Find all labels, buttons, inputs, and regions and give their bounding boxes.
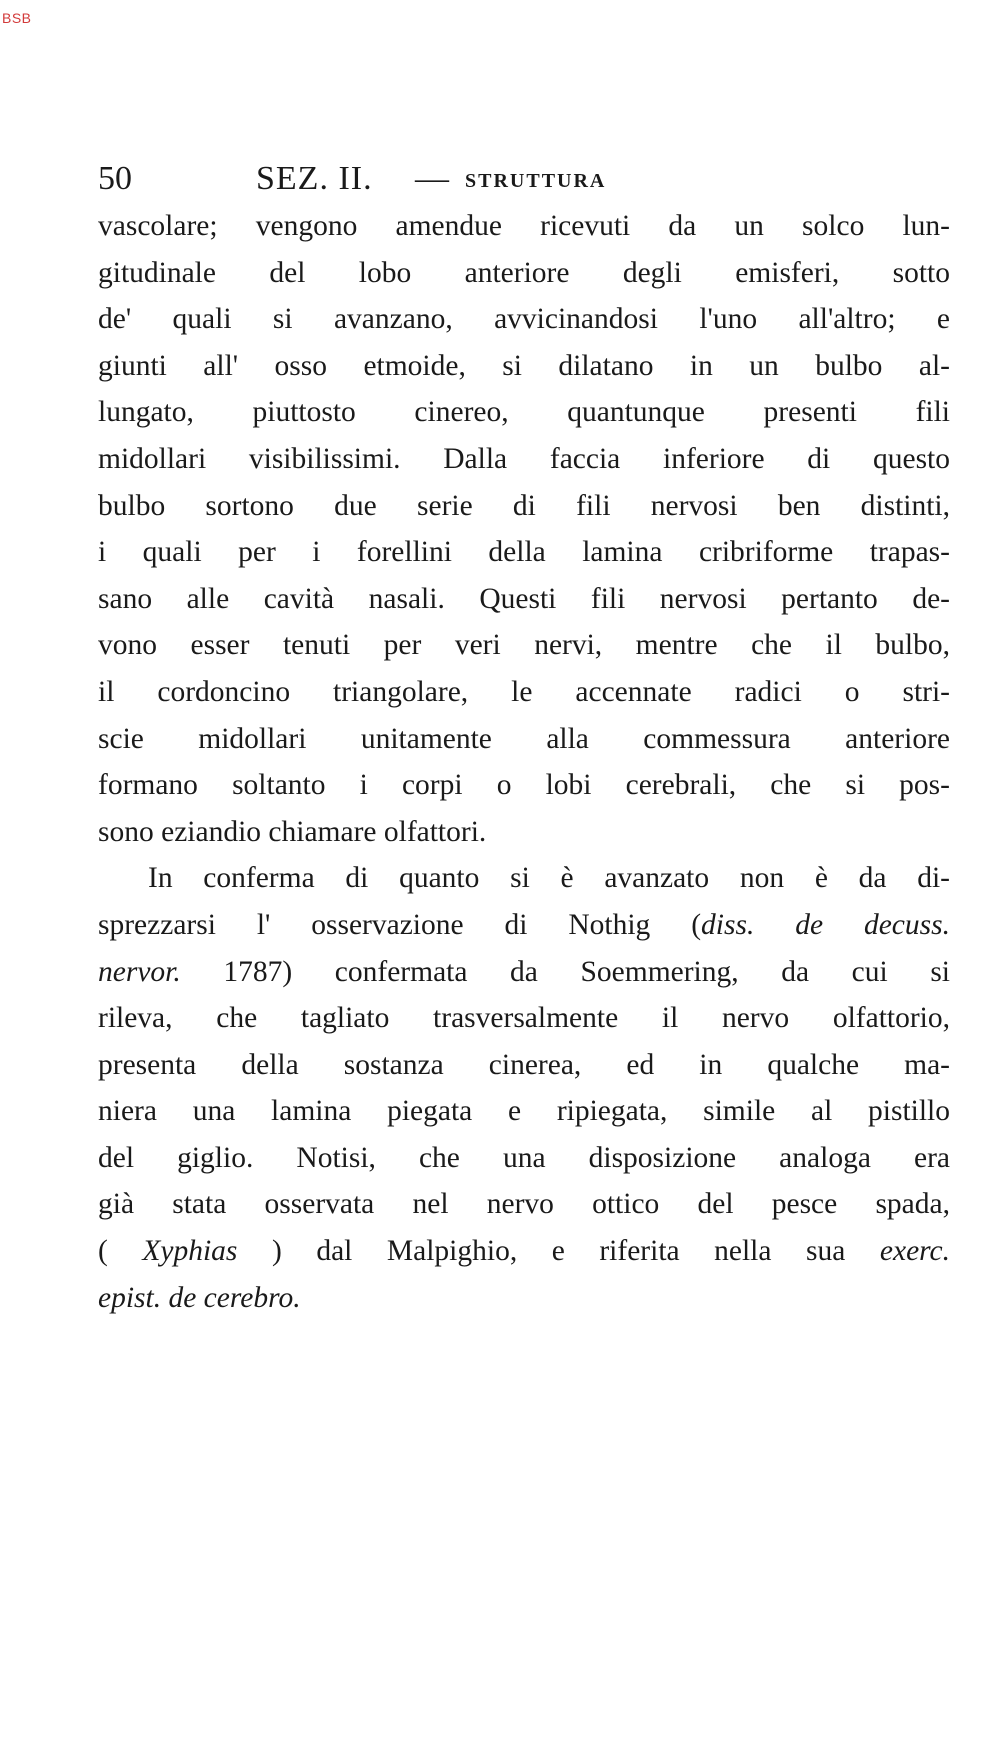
text-line: il cordoncino triangolare, le accennate radici o stri- bbox=[98, 675, 950, 708]
citation-italic: diss. de decuss. bbox=[701, 908, 950, 941]
text-line: presenta della sostanza cinerea, ed in qualche ma- bbox=[98, 1048, 950, 1081]
text-line: giunti all' osso etmoide, si dilatano in un bulbo al- bbox=[98, 349, 950, 382]
text-line: In conferma di quanto si è avanzato non è da di- bbox=[148, 862, 950, 895]
section-label: SEZ. II. bbox=[256, 160, 373, 197]
paragraph-1 bbox=[98, 203, 950, 855]
running-title: STRUTTURA bbox=[465, 170, 607, 192]
page-number: 50 bbox=[98, 160, 132, 197]
text-line bbox=[98, 1228, 950, 1275]
body-text bbox=[98, 203, 950, 1321]
text-segment: ( bbox=[98, 1235, 108, 1268]
text-segment: ) dal Malpighio, e riferita nella sua bbox=[271, 1235, 846, 1268]
text-line: epist. de cerebro. bbox=[98, 1281, 301, 1314]
text-segment: 1787) confermata da Soemmering, da cui si bbox=[180, 955, 950, 988]
text-line: formano soltanto i corpi o lobi cerebrali, che si pos- bbox=[98, 769, 950, 802]
header-dash: — bbox=[415, 160, 449, 197]
text-line: i quali per i forellini della lamina cribriforme trapas- bbox=[98, 536, 950, 569]
text-segment: sprezzarsi l' osservazione di Nothig ( bbox=[98, 908, 702, 941]
text-line: de' quali si avanzano, avvicinandosi l'uno all'altro; e bbox=[98, 303, 950, 336]
text-line: sano alle cavità nasali. Questi fili nervosi pertanto de- bbox=[98, 582, 950, 615]
text-line bbox=[98, 949, 950, 996]
text-line: vono esser tenuti per veri nervi, mentre che il bulbo, bbox=[98, 629, 950, 662]
text-line: lungato, piuttosto cinereo, quantunque presenti fili bbox=[98, 396, 950, 429]
text-line: bulbo sortono due serie di fili nervosi ben distinti, bbox=[98, 489, 950, 522]
text-line: vascolare; vengono amendue ricevuti da un solco lun- bbox=[98, 210, 950, 242]
text-line: già stata osservata nel nervo ottico del pesce spada, bbox=[98, 1188, 950, 1221]
text-line: gitudinale del lobo anteriore degli emisferi, sotto bbox=[98, 256, 950, 289]
text-line: del giglio. Notisi, che una disposizione analoga era bbox=[98, 1141, 950, 1174]
species-name-italic: Xyphias bbox=[142, 1235, 238, 1268]
text-line: midollari visibilissimi. Dalla faccia inferiore di questo bbox=[98, 442, 950, 475]
library-watermark: BSB bbox=[2, 10, 32, 26]
text-line: rileva, che tagliato trasversalmente il nervo olfattorio, bbox=[98, 1002, 950, 1035]
text-line: niera una lamina piegata e ripiegata, simile al pistillo bbox=[98, 1095, 950, 1128]
text-line bbox=[98, 902, 950, 949]
page-header bbox=[98, 160, 958, 204]
citation-italic: nervor. bbox=[98, 955, 181, 988]
text-line: sono eziandio chiamare olfattori. bbox=[98, 815, 487, 848]
paragraph-2 bbox=[98, 855, 950, 1321]
citation-italic: exerc. bbox=[879, 1235, 951, 1268]
text-line: scie midollari unitamente alla commessura anteriore bbox=[98, 722, 950, 755]
